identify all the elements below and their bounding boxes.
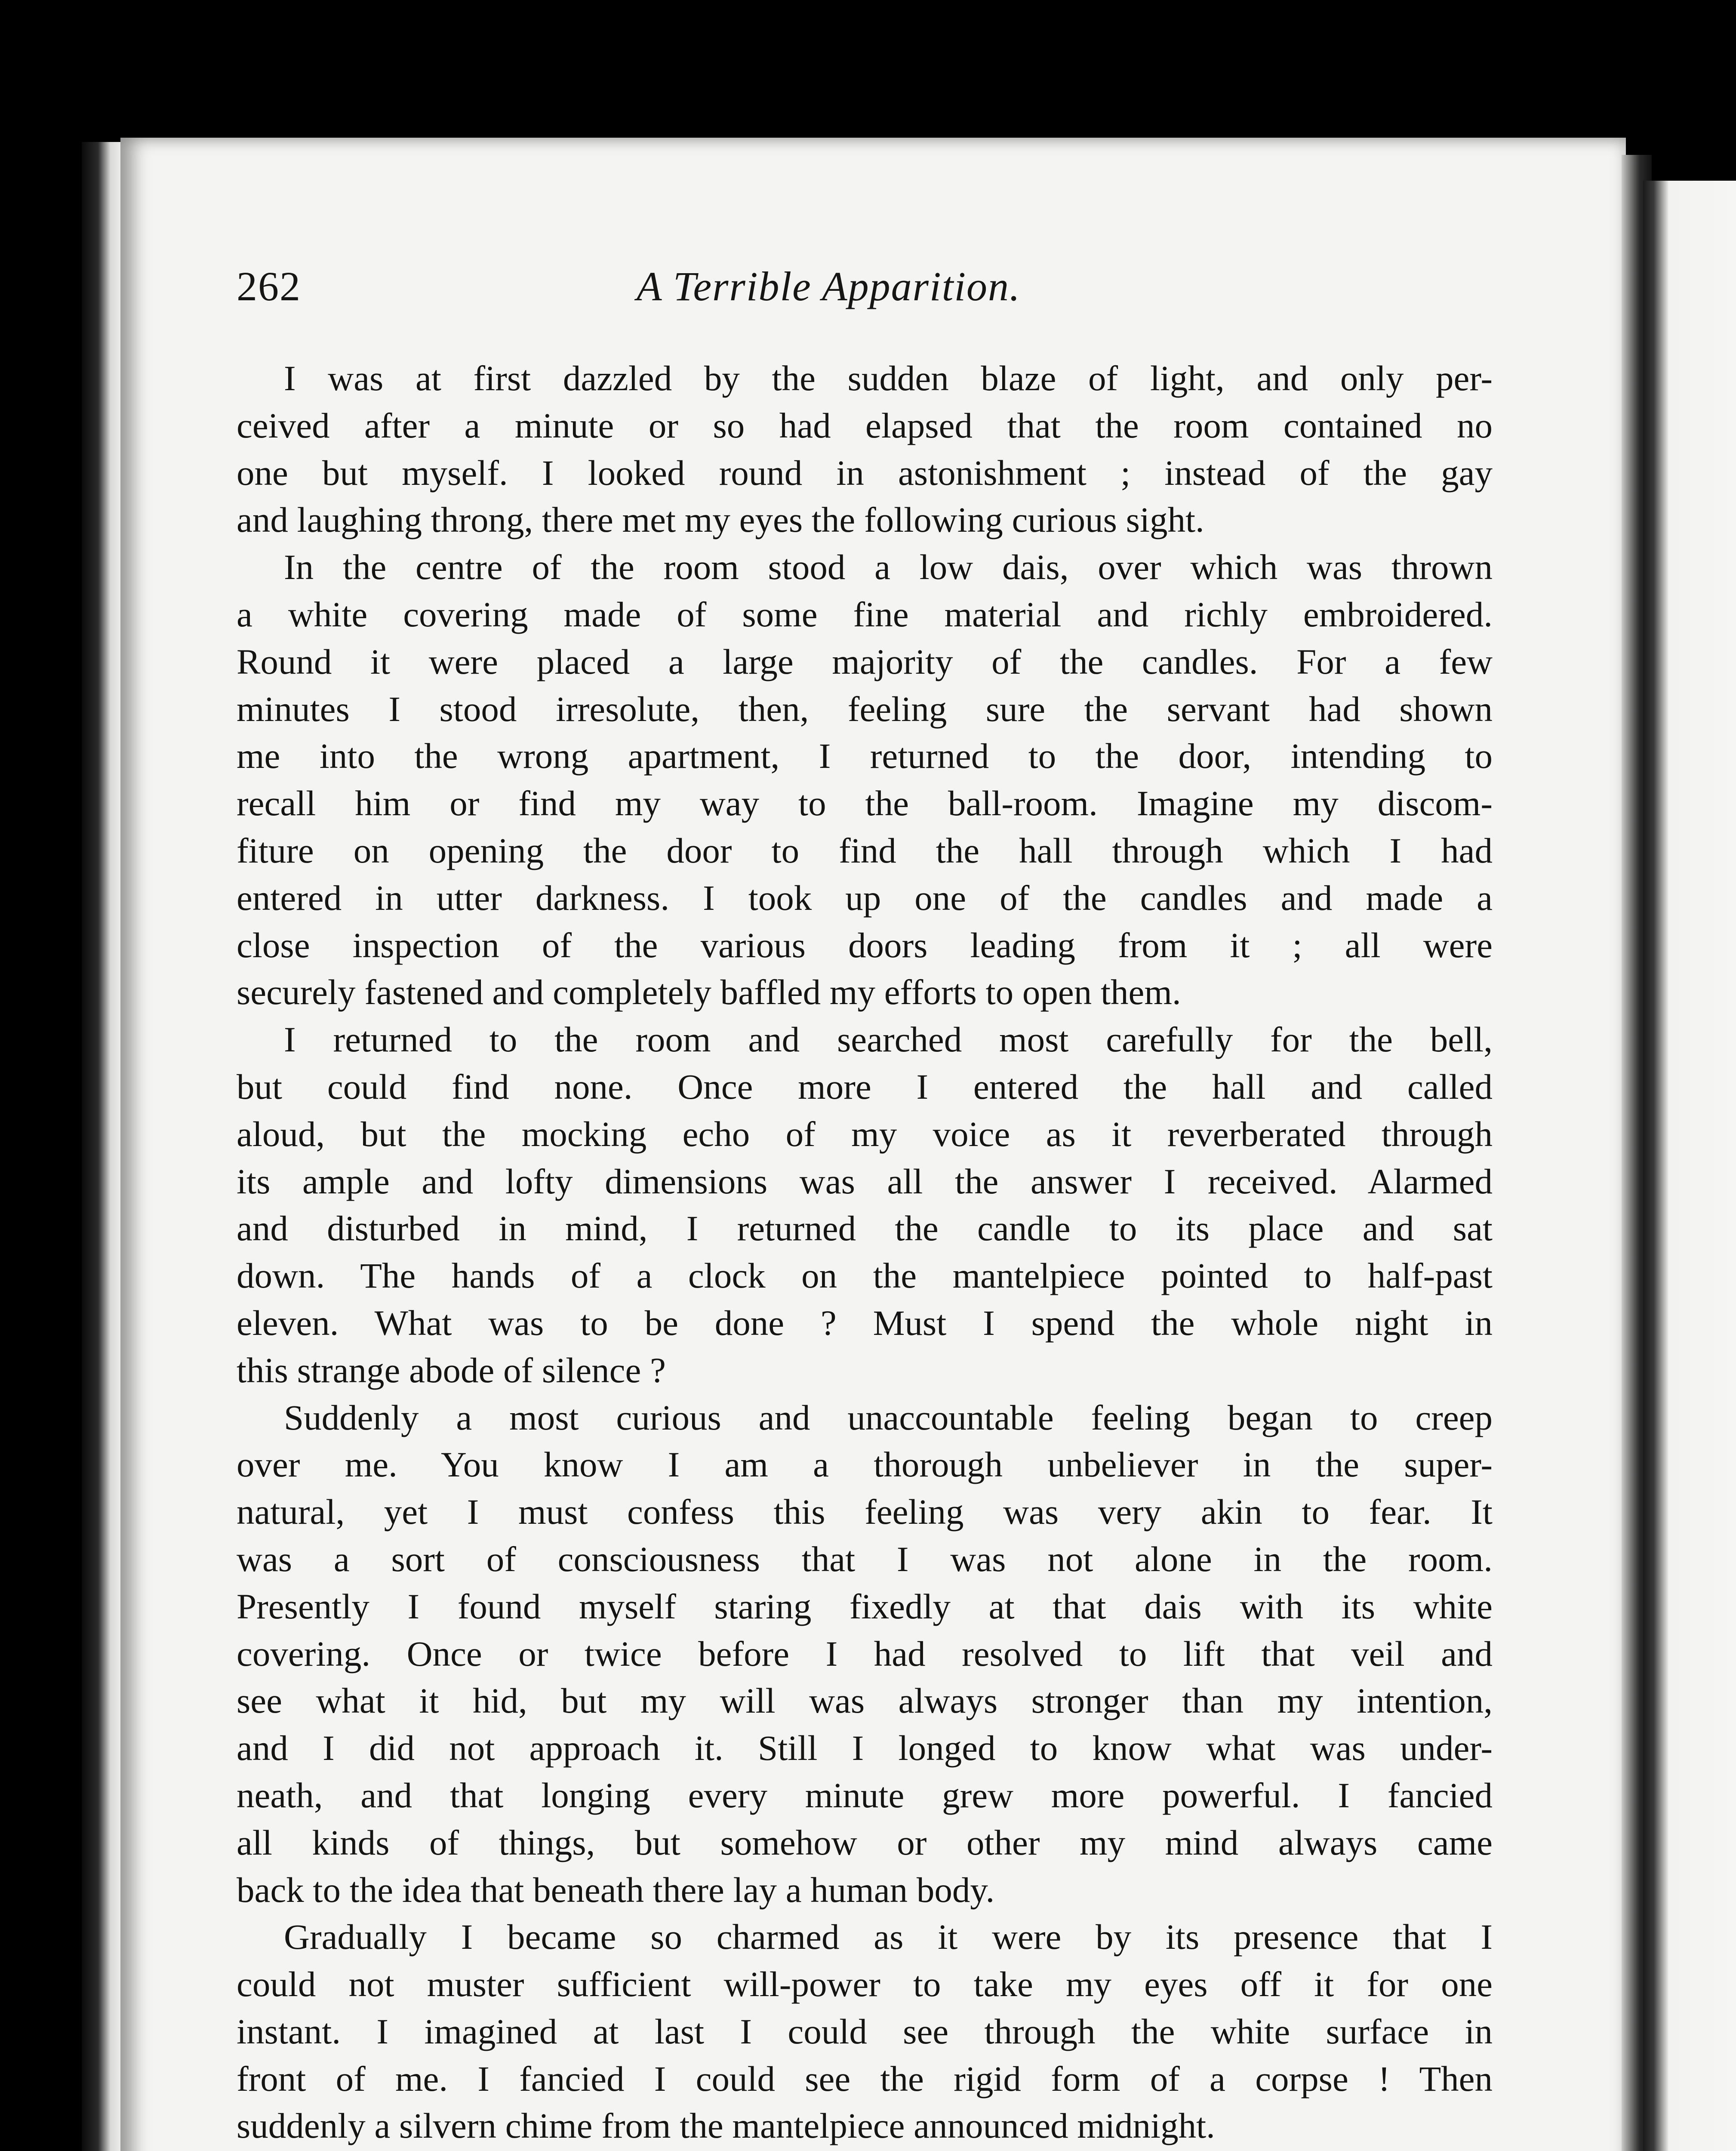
text-line: natural, yet I must confess this feeling was very akin to fear. It <box>237 1492 1493 1532</box>
text-line: but could find none. Once more I entered the hall and called <box>237 1066 1493 1106</box>
page-binding-edge <box>82 142 123 2151</box>
text-line: I was at first dazzled by the sudden blaze of light, and only per- <box>284 358 1493 398</box>
text-line: Suddenly a most curious and unaccountable feeling began to creep <box>284 1397 1493 1437</box>
text-line: suddenly a silvern chime from the mantelpiece announced midnight. <box>237 2106 1215 2146</box>
text-line: neath, and that longing every minute grew more powerful. I fancied <box>237 1775 1493 1815</box>
text-line: down. The hands of a clock on the mantelpiece pointed to half-past <box>237 1256 1493 1296</box>
text-line: aloud, but the mocking echo of my voice as it reverberated through <box>237 1114 1493 1154</box>
text-line: could not muster sufficient will-power to take my eyes off it for one <box>237 1964 1493 2004</box>
text-line: fiture on opening the door to find the hall through which I had <box>237 830 1493 870</box>
text-line: was a sort of consciousness that I was not alone in the room. <box>237 1539 1493 1579</box>
text-line: over me. You know I am a thorough unbeliever in the super- <box>237 1445 1493 1485</box>
text-line: minutes I stood irresolute, then, feeling sure the servant had shown <box>237 689 1493 729</box>
text-line: securely fastened and completely baffled my efforts to open them. <box>237 972 1181 1012</box>
text-line: and laughing throng, there met my eyes the following curious sight. <box>237 500 1204 540</box>
text-line: close inspection of the various doors leading from it ; all were <box>237 925 1493 965</box>
text-line: and I did not approach it. Still I longed to know what was under- <box>237 1728 1493 1768</box>
text-line: its ample and lofty dimensions was all the answer I received. Alarmed <box>237 1161 1493 1201</box>
text-line: a white covering made of some fine material and richly embroidered. <box>237 594 1493 634</box>
text-line: ceived after a minute or so had elapsed that the room contained no <box>237 405 1493 445</box>
text-line: me into the wrong apartment, I returned to the door, intending to <box>237 736 1493 776</box>
text-line: all kinds of things, but somehow or other my mind always came <box>237 1822 1493 1862</box>
text-line: one but myself. I looked round in astonishment ; instead of the gay <box>237 453 1493 493</box>
running-head <box>237 262 1493 323</box>
text-line: entered in utter darkness. I took up one of the candles and made a <box>237 878 1493 918</box>
text-line: In the centre of the room stood a low dais, over which was thrown <box>284 547 1493 587</box>
text-line: Gradually I became so charmed as it were by its presence that I <box>284 1917 1493 1957</box>
text-line: front of me. I fancied I could see the rigid form of a corpse ! Then <box>237 2059 1493 2099</box>
text-line: see what it hid, but my will was always stronger than my intention, <box>237 1681 1493 1721</box>
text-line: Round it were placed a large majority of the candles. For a few <box>237 641 1493 681</box>
body-text <box>237 355 1493 2151</box>
page-number: 262 <box>237 263 301 309</box>
running-title: A Terrible Apparition. <box>637 263 1021 309</box>
next-page-edge <box>1643 181 1736 2151</box>
text-line: recall him or find my way to the ball-room. Imagine my discom- <box>237 783 1493 823</box>
text-line: eleven. What was to be done ? Must I spend the whole night in <box>237 1303 1493 1343</box>
text-line: and disturbed in mind, I returned the candle to its place and sat <box>237 1208 1493 1248</box>
text-line: covering. Once or twice before I had resolved to lift that veil and <box>237 1633 1493 1673</box>
text-line: instant. I imagined at last I could see through the white surface in <box>237 2011 1493 2051</box>
text-line: I returned to the room and searched most carefully for the bell, <box>284 1020 1493 1060</box>
text-line: Presently I found myself staring fixedly at that dais with its white <box>237 1586 1493 1626</box>
text-line: this strange abode of silence ? <box>237 1350 666 1390</box>
text-line: back to the idea that beneath there lay a human body. <box>237 1870 995 1910</box>
